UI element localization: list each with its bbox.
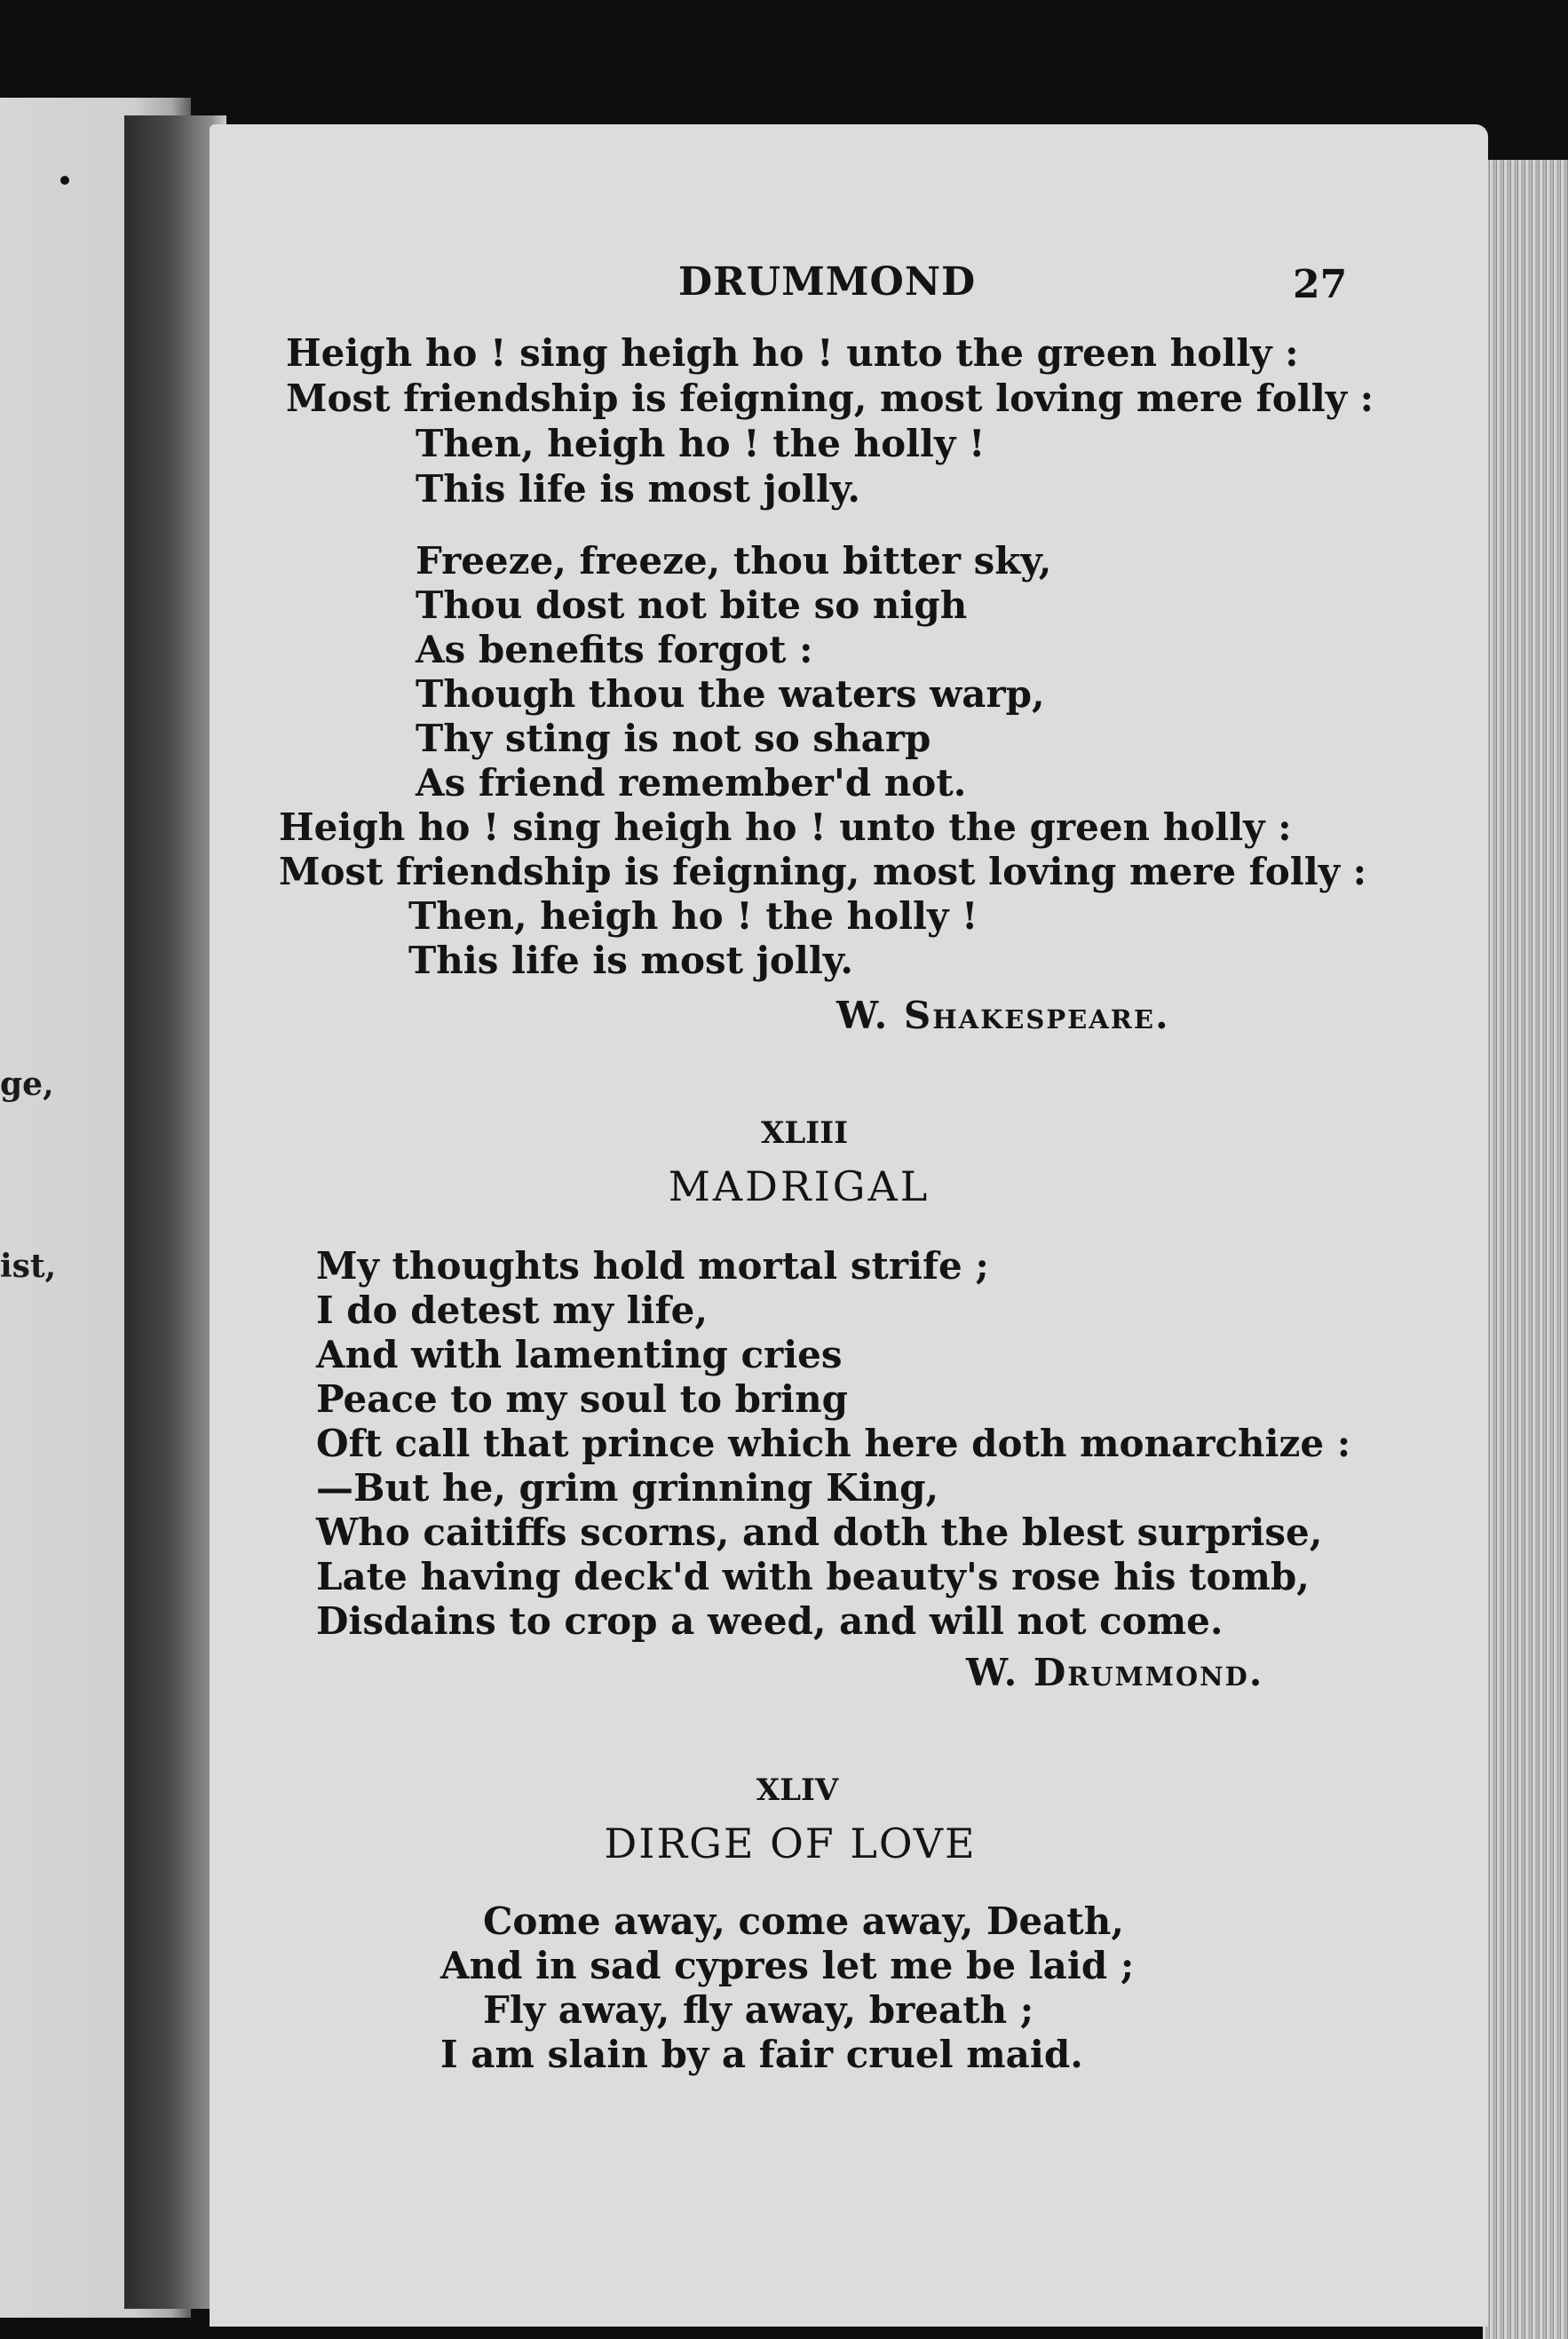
running-head: DRUMMOND [678, 259, 977, 305]
poem-line: My thoughts hold mortal strife ; [316, 1244, 989, 1288]
poem-line: Though thou the waters warp, [416, 672, 1045, 716]
poem-line: As benefits forgot : [416, 628, 813, 671]
facing-page-fragment: ist, [0, 1248, 57, 1285]
facing-page-fragment: ge, [0, 1066, 54, 1103]
poem-line: This life is most jolly. [416, 467, 861, 511]
book-page [210, 124, 1488, 2327]
poem-line: As friend remember'd not. [416, 761, 967, 805]
ink-dot [60, 176, 69, 185]
poem-line: Who caitiffs scorns, and doth the blest surprise, [316, 1510, 1323, 1554]
page-edges [1483, 160, 1568, 2339]
poem-number: XLIV [756, 1772, 839, 1808]
poem-line: Late having deck'd with beauty's rose his tomb, [316, 1555, 1310, 1598]
poem-attribution: W. Shakespeare. [836, 994, 1170, 1037]
poem-line: Heigh ho ! sing heigh ho ! unto the green holly : [279, 805, 1292, 849]
poem-line: Fly away, fly away, breath ; [483, 1988, 1034, 2032]
poem-line: —But he, grim grinning King, [316, 1466, 939, 1510]
poem-line: Most friendship is feigning, most loving mere folly : [286, 377, 1374, 420]
poem-attribution: W. Drummond. [966, 1651, 1264, 1694]
page-number: 27 [1293, 262, 1348, 307]
poem-line: Thou dost not bite so nigh [416, 583, 968, 627]
poem-line: This life is most jolly. [408, 939, 854, 982]
poem-line: Freeze, freeze, thou bitter sky, [416, 539, 1052, 583]
poem-title: MADRIGAL [668, 1162, 931, 1210]
poem-title: DIRGE OF LOVE [604, 1820, 977, 1867]
poem-line: Heigh ho ! sing heigh ho ! unto the green holly : [286, 331, 1299, 375]
poem-line: Peace to my soul to bring [316, 1377, 848, 1421]
poem-line: Most friendship is feigning, most loving mere folly : [279, 850, 1367, 893]
poem-line: Oft call that prince which here doth monarchize : [316, 1422, 1351, 1465]
poem-line: And with lamenting cries [316, 1333, 843, 1376]
poem-line: Thy sting is not so sharp [416, 717, 931, 760]
poem-line: I do detest my life, [316, 1288, 708, 1332]
poem-line: Come away, come away, Death, [483, 1899, 1124, 1943]
poem-number: XLIII [761, 1115, 848, 1151]
poem-line: I am slain by a fair cruel maid. [440, 2033, 1083, 2076]
poem-line: Then, heigh ho ! the holly ! [408, 894, 978, 938]
poem-line: Disdains to crop a weed, and will not come. [316, 1599, 1224, 1643]
poem-line: Then, heigh ho ! the holly ! [416, 422, 986, 465]
poem-line: And in sad cypres let me be laid ; [440, 1944, 1135, 1987]
